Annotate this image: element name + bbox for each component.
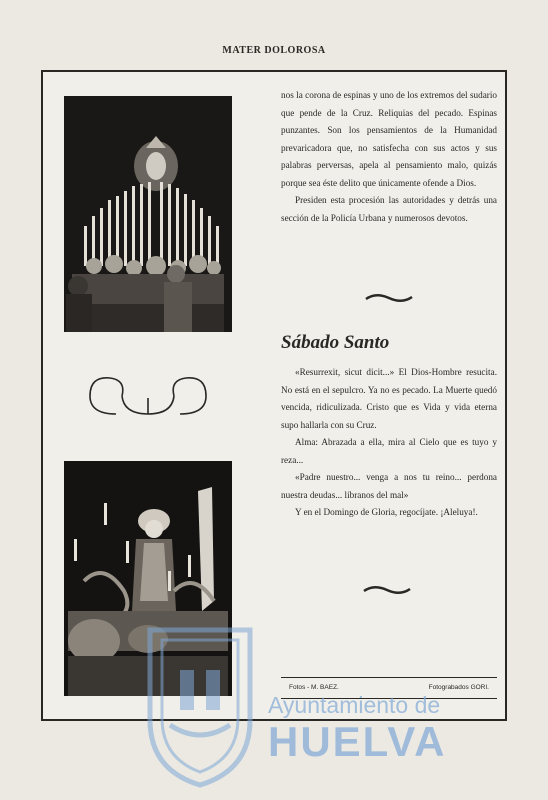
text-column-bottom — [281, 364, 497, 522]
ornament-flourish — [86, 370, 210, 422]
ornament-swash — [364, 292, 414, 304]
watermark-line2: HUELVA — [268, 718, 447, 765]
engravings-credit: Fotograbados GORI. — [428, 684, 489, 691]
procession-photo-top — [64, 96, 232, 332]
paragraph: «Padre nuestro... venga a nos tu reino... perdona nuestra deudas... líbranos del mal» — [281, 472, 497, 500]
page-header: MATER DOLOROSA — [222, 45, 326, 56]
photos-credit: Fotos - M. BAEZ. — [289, 684, 339, 691]
paragraph: Y en el Domingo de Gloria, regocíjate. ¡Aleluya!. — [295, 507, 478, 517]
paragraph: Presiden esta procesión las autoridades y detrás una sección de la Policía Urbana y numerosos devotos. — [281, 195, 497, 223]
watermark-line1: Ayuntamiento de — [268, 692, 441, 718]
paragraph: nos la corona de espinas y uno de los extremos del sudario que pende de la Cruz. Reliquias del pecado. Espinas punzantes. Son los pensamientos de la Humanidad prevaricadora que, no satisfecha con sus actos y sus palabras perversas, apela al pensamiento malo, quizás porque sea éste delito que únicamente ofende a Dios. — [281, 90, 497, 188]
paragraph: «Resurrexit, sicut dicit...» El Dios-Hombre resucita. No está en el sepulcro. Ya no es pecado. La Muerte quedó vencida, ridiculizada. Cristo que es Vida y vida eterna supo hallarla con su Cruz. — [281, 367, 497, 430]
section-title: Sábado Santo — [281, 332, 390, 353]
ornament-swash — [362, 584, 412, 596]
paragraph: Alma: Abrazada a ella, mira al Cielo que es tuyo y reza... — [281, 437, 497, 465]
text-column-top — [281, 87, 497, 227]
